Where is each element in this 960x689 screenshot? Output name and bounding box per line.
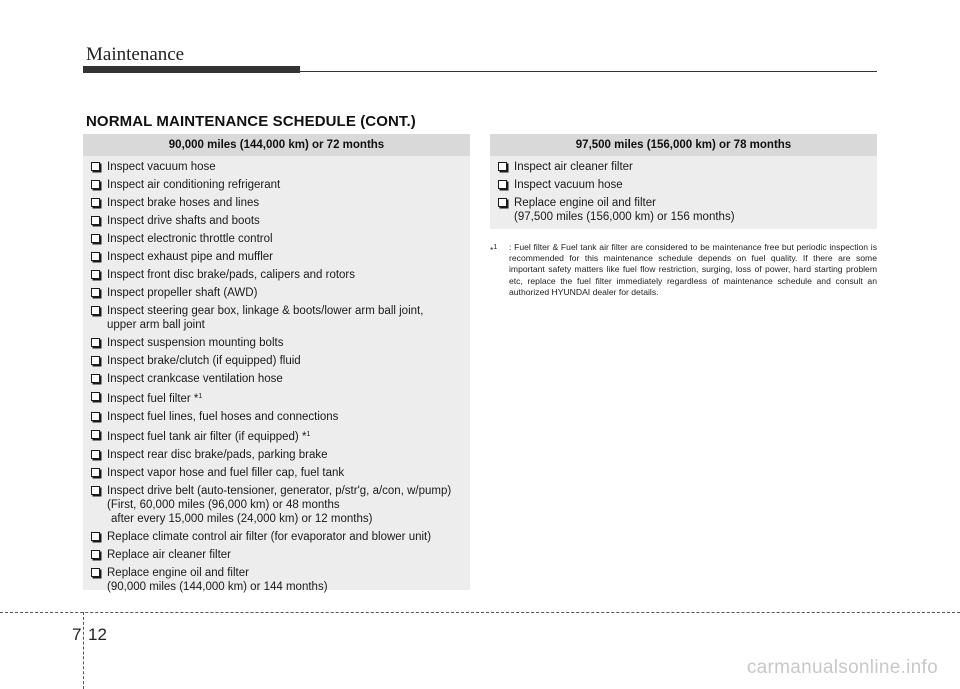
crop-mark-vertical [83,612,84,689]
checkbox-icon [91,568,100,577]
checkbox-icon [91,486,100,495]
checkbox-icon [91,252,100,261]
item-text: Replace climate control air filter (for evaporator and blower unit) [107,531,432,543]
item-text: Inspect propeller shaft (AWD) [107,287,258,299]
checklist-item [91,390,470,406]
checklist-item [91,160,470,174]
footnote [490,242,877,298]
checklist-item [91,354,470,368]
header-rule-thick [83,66,300,73]
checklist-item [91,466,470,480]
item-text: Inspect drive belt (auto-tensioner, generator, p/str'g, a/con, w/pump) [107,485,452,497]
item-text: Replace engine oil and filter [107,567,249,579]
header-rule-thin [300,71,877,72]
section-heading: NORMAL MAINTENANCE SCHEDULE (CONT.) [86,113,416,130]
item-text-continued: (First, 60,000 miles (96,000 km) or 48 months [107,499,340,511]
item-text: Inspect vacuum hose [514,179,623,191]
item-text: Inspect drive shafts and boots [107,215,260,227]
checklist-item [91,530,470,544]
checklist-item [91,178,470,192]
checklist-item [498,160,877,174]
item-text: Inspect air conditioning refrigerant [107,179,281,191]
item-text: Inspect front disc brake/pads, calipers and rotors [107,269,356,281]
checklist-item [91,286,470,300]
checkbox-icon [91,288,100,297]
checkbox-icon [91,532,100,541]
checklist-item [91,428,470,444]
checklist-item [91,250,470,264]
checklist-item [91,566,470,594]
item-text: Inspect fuel tank air filter (if equipped) * [107,431,307,443]
watermark: carmanualsonline.info [746,657,938,678]
item-text: Inspect fuel filter * [107,393,199,405]
item-text: Inspect suspension mounting bolts [107,337,284,349]
checklist [490,156,877,224]
item-text: Replace air cleaner filter [107,549,232,561]
item-text: Inspect crankcase ventilation hose [107,373,283,385]
panel-heading: 97,500 miles (156,000 km) or 78 months [490,134,877,156]
checklist-item [91,548,470,562]
footnote-ref: 1 [198,393,203,400]
checklist-item [91,232,470,246]
crop-mark-horizontal [0,612,960,613]
item-text: Inspect vapor hose and fuel filler cap, fuel tank [107,467,345,479]
checkbox-icon [91,450,100,459]
footnote-marker: *$^1$ [490,244,498,255]
checkbox-icon [91,234,100,243]
checkbox-icon [91,468,100,477]
checklist-item [91,410,470,424]
item-text-continued: (90,000 miles (144,000 km) or 144 months) [107,581,328,593]
item-text: Inspect electronic throttle control [107,233,273,245]
checklist-item [91,304,470,332]
checkbox-icon [498,180,507,189]
item-text-continued: upper arm ball joint [107,319,205,331]
checklist-item [91,484,470,526]
item-text: Inspect rear disc brake/pads, parking brake [107,449,328,461]
checklist-item [91,372,470,386]
panel-heading: 90,000 miles (144,000 km) or 72 months [83,134,470,156]
checkbox-icon [91,356,100,365]
checklist-item [498,196,877,224]
item-text-continued: after every 15,000 miles (24,000 km) or 12 months) [111,513,373,525]
checkbox-icon [91,306,100,315]
checkbox-icon [91,270,100,279]
checkbox-icon [91,374,100,383]
checklist-item [91,196,470,210]
page-header-title: Maintenance [86,44,185,65]
item-text-continued: (97,500 miles (156,000 km) or 156 months) [514,211,735,223]
checkbox-icon [91,162,100,171]
footnote-ref: 1 [306,431,311,438]
checklist-item [91,268,470,282]
item-text: Inspect air cleaner filter [514,161,633,173]
schedule-panel-90000 [83,134,470,593]
checkbox-icon [91,550,100,559]
checkbox-icon [91,198,100,207]
item-text: Inspect fuel lines, fuel hoses and connections [107,411,339,423]
checkbox-icon [91,338,100,347]
checkbox-icon [91,392,100,401]
item-text: Inspect brake/clutch (if equipped) fluid [107,355,301,367]
checklist-item [91,336,470,350]
page-number: 12 [88,625,107,644]
checkbox-icon [91,412,100,421]
item-text: Inspect exhaust pipe and muffler [107,251,274,263]
checkbox-icon [91,180,100,189]
checkbox-icon [91,430,100,439]
item-text: Inspect steering gear box, linkage & boots/lower arm ball joint, [107,305,424,317]
checklist-item [498,178,877,192]
checklist-item [91,214,470,228]
schedule-panel-97500 [490,134,877,229]
checklist [83,156,470,594]
item-text: Inspect brake hoses and lines [107,197,260,209]
chapter-number: 7 [72,625,82,644]
checkbox-icon [91,216,100,225]
checklist-item [91,448,470,462]
checkbox-icon [498,162,507,171]
item-text: Inspect vacuum hose [107,161,216,173]
footnote-text: : Fuel filter & Fuel tank air filter are considered to be maintenance free but periodic inspection is recommended for this maintenance schedule depends on fuel quality. If there are some important safety matters like fuel flow restriction, surging, loss of power, hard starting problem etc, replace the fuel filter immediately regardless of maintenance schedule and consult an authorized HYUNDAI dealer for details. [509,242,877,297]
item-text: Replace engine oil and filter [514,197,656,209]
checkbox-icon [498,198,507,207]
